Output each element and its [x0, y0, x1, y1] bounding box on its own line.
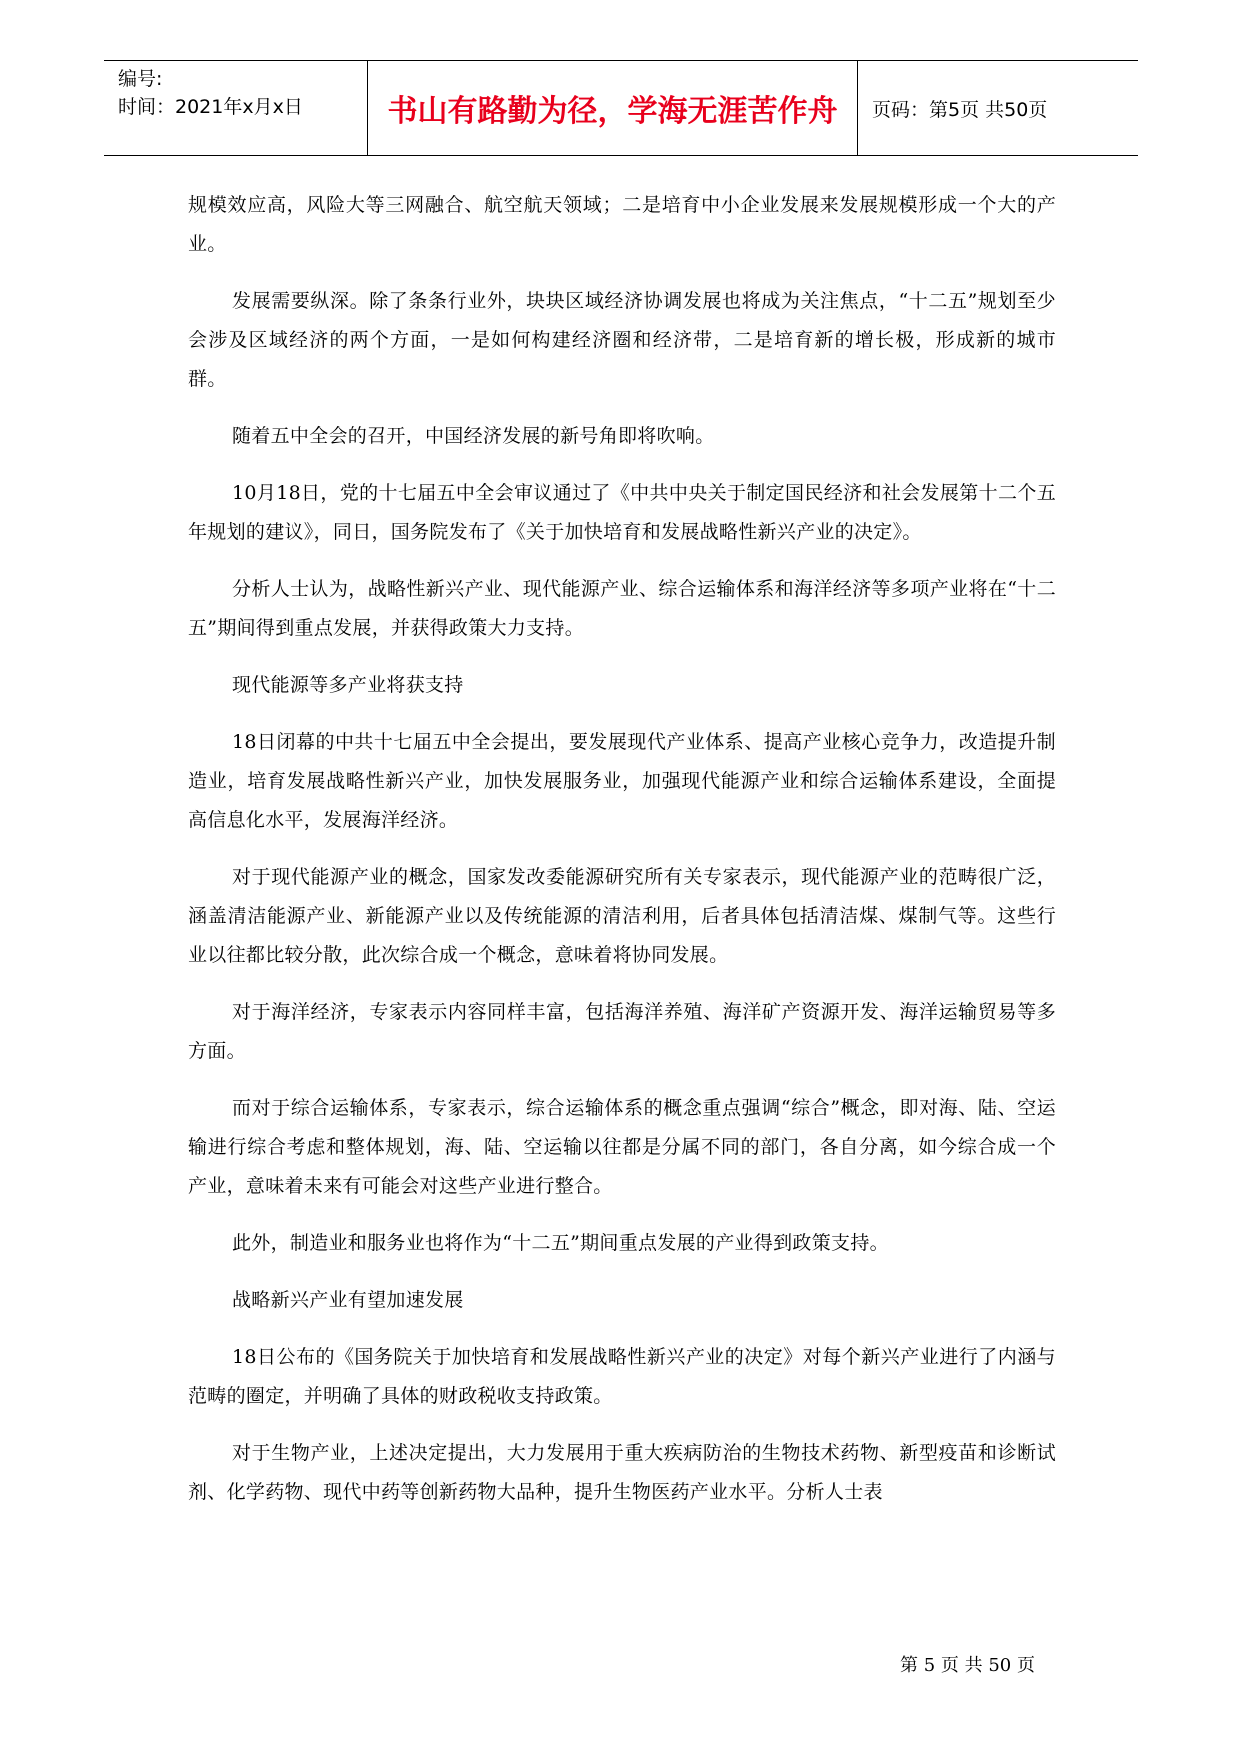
- section-heading: 战略新兴产业有望加速发展: [232, 1289, 464, 1311]
- document-body: [188, 186, 1056, 1530]
- header-motto: 书山有路勤为径，学海无涯苦作舟: [368, 61, 858, 155]
- paragraph: 而对于综合运输体系，专家表示，综合运输体系的概念重点强调“综合”概念，即对海、陆、空运输进行综合考虑和整体规划，海、陆、空运输以往都是分属不同的部门，各自分离，如今综合成一个产业，意味着未来有可能会对这些产业进行整合。: [188, 1097, 1056, 1197]
- paragraph: 对于生物产业，上述决定提出，大力发展用于重大疾病防治的生物技术药物、新型疫苗和诊断试剂、化学药物、现代中药等创新药物大品种，提升生物医药产业水平。分析人士表: [188, 1442, 1056, 1503]
- page-footer: 第 5 页 共 50 页: [900, 1655, 1035, 1676]
- paragraph: 随着五中全会的召开，中国经济发展的新号角即将吹响。: [232, 425, 715, 447]
- paragraph: 对于现代能源产业的概念，国家发改委能源研究所有关专家表示，现代能源产业的范畴很广泛，涵盖清洁能源产业、新能源产业以及传统能源的清洁利用，后者具体包括清洁煤、煤制气等。这些行业以往都比较分散，此次综合成一个概念，意味着将协同发展。: [188, 866, 1056, 966]
- paragraph: 规模效应高，风险大等三网融合、航空航天领域；二是培育中小企业发展来发展规模形成一个大的产业。: [188, 194, 1056, 255]
- paragraph: 对于海洋经济，专家表示内容同样丰富，包括海洋养殖、海洋矿产资源开发、海洋运输贸易等多方面。: [188, 1001, 1056, 1062]
- header-page-info: 页码：第5页 共50页: [872, 98, 1048, 121]
- paragraph: 18日公布的《国务院关于加快培育和发展战略性新兴产业的决定》对每个新兴产业进行了内涵与范畴的圈定，并明确了具体的财政税收支持政策。: [188, 1346, 1056, 1407]
- paragraph: 分析人士认为，战略性新兴产业、现代能源产业、综合运输体系和海洋经济等多项产业将在“十二五”期间得到重点发展，并获得政策大力支持。: [188, 578, 1056, 639]
- paragraph: 18日闭幕的中共十七届五中全会提出，要发展现代产业体系、提高产业核心竞争力，改造提升制造业，培育发展战略性新兴产业，加快发展服务业，加强现代能源产业和综合运输体系建设，全面提高信息化水平，发展海洋经济。: [188, 731, 1056, 831]
- paragraph: 此外，制造业和服务业也将作为“十二五”期间重点发展的产业得到政策支持。: [232, 1232, 889, 1254]
- header-meta: [104, 61, 368, 155]
- section-heading: 现代能源等多产业将获支持: [232, 674, 464, 696]
- paragraph: 10月18日，党的十七届五中全会审议通过了《中共中央关于制定国民经济和社会发展第十二个五年规划的建议》，同日，国务院发布了《关于加快培育和发展战略性新兴产业的决定》。: [188, 482, 1056, 543]
- document-time-label: 时间：2021年x月x日: [118, 96, 303, 118]
- document-number-label: 编号:: [118, 68, 163, 90]
- paragraph: 发展需要纵深。除了条条行业外，块块区域经济协调发展也将成为关注焦点，“十二五”规划至少会涉及区域经济的两个方面，一是如何构建经济圈和经济带，二是培育新的增长极，形成新的城市群。: [188, 290, 1056, 390]
- page-header: [104, 60, 1138, 156]
